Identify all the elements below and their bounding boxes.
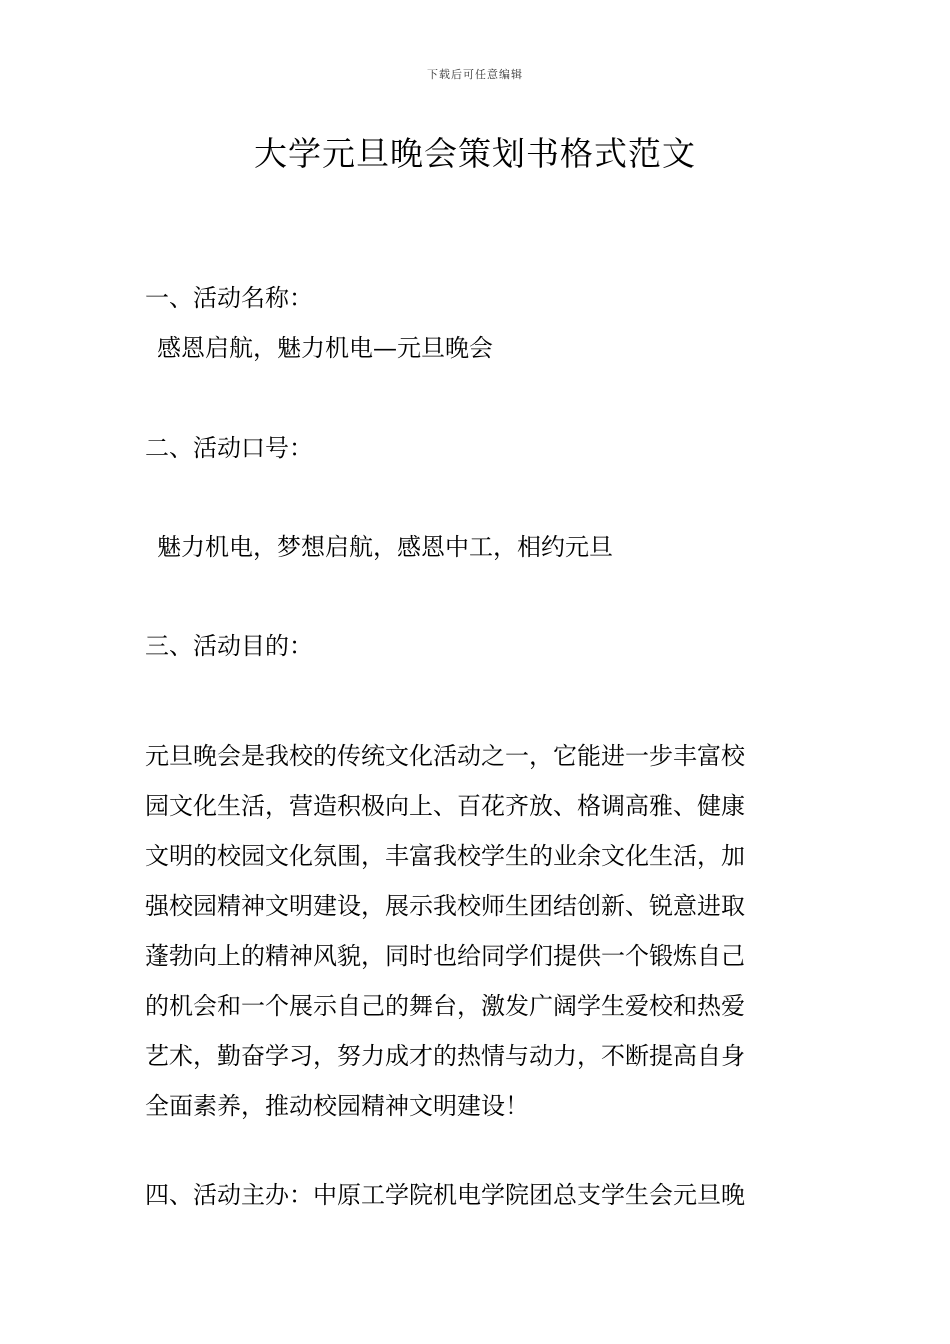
section2-text: 魅力机电，梦想启航，感恩中工，相约元旦 [157,533,613,561]
section2-heading: 二、活动口号： [145,434,313,462]
paragraph-line: 文明的校园文化氛围，丰富我校学生的业余文化生活，加 [145,842,745,870]
section1-text: 感恩启航，魅力机电—元旦晚会 [157,334,493,362]
paragraph-line: 强校园精神文明建设，展示我校师生团结创新、锐意进取 [145,892,745,920]
section3-paragraph [145,731,807,1131]
paragraph-line: 蓬勃向上的精神风貌，同时也给同学们提供一个锻炼自己 [145,942,745,970]
paragraph-line: 艺术，勤奋学习，努力成才的热情与动力，不断提高自身 [145,1042,745,1070]
section4-heading: 四、活动主办：中原工学院机电学院团总支学生会元旦晚 [145,1181,745,1209]
paragraph-line: 元旦晚会是我校的传统文化活动之一，它能进一步丰富校 [145,742,745,770]
document-title: 大学元旦晚会策划书格式范文 [254,134,696,173]
paragraph-line: 全面素养，推动校园精神文明建设！ [145,1092,529,1120]
section1-heading: 一、活动名称： [145,284,313,312]
header-note: 下载后可任意编辑 [427,68,523,81]
section3-heading: 三、活动目的： [145,632,313,660]
paragraph-line: 的机会和一个展示自己的舞台，激发广阔学生爱校和热爱 [145,992,745,1020]
paragraph-line: 园文化生活，营造积极向上、百花齐放、格调高雅、健康 [145,792,745,820]
